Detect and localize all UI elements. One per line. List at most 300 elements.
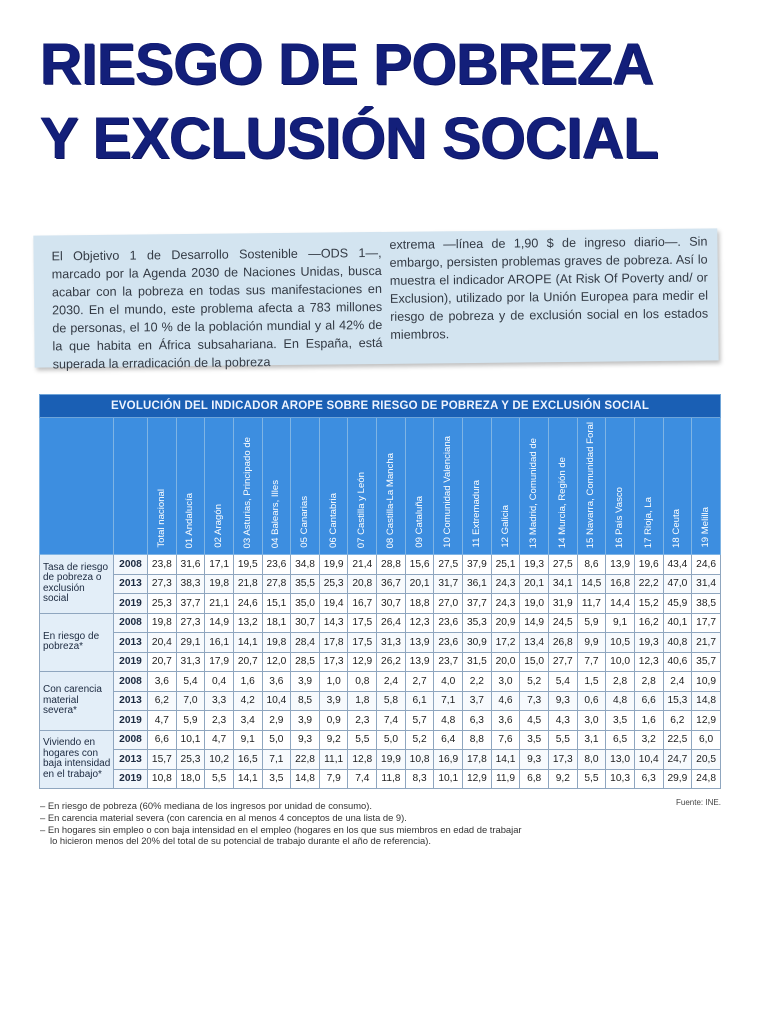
value-cell: 5,2 (405, 730, 434, 750)
value-cell: 24,3 (491, 594, 520, 614)
value-cell: 3,6 (262, 672, 291, 692)
value-cell: 2,4 (377, 672, 406, 692)
page-title (40, 28, 740, 176)
row-group-label: Con carencia material severa* (40, 672, 114, 731)
column-header (663, 418, 692, 555)
value-cell: 17,5 (348, 633, 377, 653)
value-cell: 1,0 (319, 672, 348, 692)
value-cell: 6,2 (148, 691, 177, 711)
value-cell: 7,0 (176, 691, 205, 711)
value-cell: 7,6 (491, 730, 520, 750)
value-cell: 26,4 (377, 613, 406, 633)
value-cell: 35,0 (291, 594, 320, 614)
value-cell: 0,4 (205, 672, 234, 692)
value-cell: 31,3 (377, 633, 406, 653)
value-cell: 17,1 (205, 555, 234, 575)
value-cell: 9,9 (577, 633, 606, 653)
column-header-label: 01 Andalucía (184, 492, 196, 548)
value-cell: 7,3 (520, 691, 549, 711)
value-cell: 27,5 (434, 555, 463, 575)
value-cell: 12,0 (262, 652, 291, 672)
value-cell: 14,8 (291, 769, 320, 789)
value-cell: 2,8 (634, 672, 663, 692)
value-cell: 14,1 (233, 769, 262, 789)
value-cell: 0,6 (577, 691, 606, 711)
value-cell: 27,0 (434, 594, 463, 614)
value-cell: 16,1 (205, 633, 234, 653)
value-cell: 24,6 (692, 555, 721, 575)
value-cell: 27,7 (548, 652, 577, 672)
column-header-label: 07 Castilla y León (356, 471, 368, 548)
year-cell: 2013 (114, 691, 148, 711)
value-cell: 7,1 (262, 750, 291, 770)
value-cell: 31,7 (434, 574, 463, 594)
table-row (40, 711, 721, 731)
table-row (40, 730, 721, 750)
value-cell: 27,3 (176, 613, 205, 633)
value-cell: 24,8 (692, 769, 721, 789)
value-cell: 10,0 (606, 652, 635, 672)
value-cell: 10,3 (606, 769, 635, 789)
value-cell: 16,2 (634, 613, 663, 633)
table-row (40, 594, 721, 614)
value-cell: 25,3 (319, 574, 348, 594)
value-cell: 2,3 (348, 711, 377, 731)
value-cell: 8,8 (463, 730, 492, 750)
value-cell: 2,8 (606, 672, 635, 692)
value-cell: 8,5 (291, 691, 320, 711)
column-header-label: 12 Galicia (499, 505, 511, 548)
title-line-2: Y EXCLUSIÓN SOCIAL (40, 106, 659, 171)
value-cell: 7,4 (377, 711, 406, 731)
value-cell: 16,9 (434, 750, 463, 770)
value-cell: 13,2 (233, 613, 262, 633)
value-cell: 17,8 (463, 750, 492, 770)
value-cell: 3,7 (463, 691, 492, 711)
value-cell: 27,5 (548, 555, 577, 575)
column-header-label: 03 Asturias, Principado de (241, 436, 253, 548)
column-header (634, 418, 663, 555)
value-cell: 31,4 (692, 574, 721, 594)
column-header (262, 418, 291, 555)
value-cell: 27,3 (148, 574, 177, 594)
value-cell: 31,5 (463, 652, 492, 672)
value-cell: 17,9 (205, 652, 234, 672)
value-cell: 35,5 (291, 574, 320, 594)
value-cell: 11,9 (491, 769, 520, 789)
value-cell: 10,8 (148, 769, 177, 789)
value-cell: 9,3 (548, 691, 577, 711)
value-cell: 10,9 (692, 672, 721, 692)
value-cell: 17,2 (491, 633, 520, 653)
value-cell: 23,8 (148, 555, 177, 575)
value-cell: 15,7 (148, 750, 177, 770)
intro-text-right: extrema —línea de 1,90 $ de ingreso diario—. Sin embargo, persisten problemas graves de pobreza. Así lo muestra el indicador AROPE (At Risk Of Poverty and/ or Exclusion), utilizado por la Unión Europea para medir el riesgo de pobreza y de exclusión social en los estados miembros. (389, 234, 709, 342)
column-header (606, 418, 635, 555)
value-cell: 6,5 (606, 730, 635, 750)
footnote: – En hogares sin empleo o con baja intensidad en el empleo (hogares en los que sus miembros en edad de trabajar (40, 823, 522, 835)
value-cell: 40,6 (663, 652, 692, 672)
column-header (291, 418, 320, 555)
value-cell: 4,6 (491, 691, 520, 711)
column-header (348, 418, 377, 555)
value-cell: 3,0 (577, 711, 606, 731)
value-cell: 17,3 (319, 652, 348, 672)
value-cell: 6,3 (634, 769, 663, 789)
footnote: – En carencia material severa (con carencia en al menos 4 conceptos de una lista de 9). (40, 811, 407, 823)
value-cell: 19,8 (262, 633, 291, 653)
value-cell: 5,0 (262, 730, 291, 750)
intro-text-left: El Objetivo 1 de Desarrollo Sostenible —ODS 1—, marcado por la Agenda 2030 de Naciones Unidas, busca acabar con la pobreza en todas sus manifestaciones en 2030. En el mundo, este problema afecta a 783 millones de personas, el 10 % de la población mundial y al 42% de la que habita en África subsahariana. En España, está superada la erradicación de la pobreza (51, 245, 383, 372)
year-cell: 2008 (114, 613, 148, 633)
value-cell: 18,8 (405, 594, 434, 614)
column-header (463, 418, 492, 555)
table-row (40, 769, 721, 789)
value-cell: 5,9 (176, 711, 205, 731)
year-cell: 2019 (114, 711, 148, 731)
table-body (40, 555, 721, 789)
value-cell: 4,8 (606, 691, 635, 711)
value-cell: 24,3 (491, 574, 520, 594)
column-header (148, 418, 177, 555)
value-cell: 14,5 (577, 574, 606, 594)
value-cell: 43,4 (663, 555, 692, 575)
column-header (377, 418, 406, 555)
value-cell: 3,2 (634, 730, 663, 750)
value-cell: 31,6 (176, 555, 205, 575)
value-cell: 12,9 (463, 769, 492, 789)
value-cell: 5,5 (205, 769, 234, 789)
column-header (491, 418, 520, 555)
value-cell: 6,1 (405, 691, 434, 711)
value-cell: 29,9 (663, 769, 692, 789)
column-header-label: Total nacional (155, 489, 167, 548)
column-header-label: 11 Extremadura (470, 480, 482, 548)
column-header (319, 418, 348, 555)
value-cell: 5,5 (577, 769, 606, 789)
value-cell: 7,7 (577, 652, 606, 672)
value-cell: 7,9 (319, 769, 348, 789)
value-cell: 25,1 (491, 555, 520, 575)
column-header-row (40, 418, 721, 555)
column-header-label: 10 Comunidad Valenciana (442, 436, 454, 548)
value-cell: 10,5 (606, 633, 635, 653)
value-cell: 6,0 (692, 730, 721, 750)
value-cell: 4,8 (434, 711, 463, 731)
value-cell: 2,3 (205, 711, 234, 731)
value-cell: 22,5 (663, 730, 692, 750)
value-cell: 11,8 (377, 769, 406, 789)
value-cell: 26,2 (377, 652, 406, 672)
value-cell: 3,5 (262, 769, 291, 789)
value-cell: 45,9 (663, 594, 692, 614)
value-cell: 1,8 (348, 691, 377, 711)
arope-table-container (39, 394, 721, 789)
column-header (520, 418, 549, 555)
value-cell: 5,7 (405, 711, 434, 731)
value-cell: 31,9 (548, 594, 577, 614)
intro-box (33, 228, 718, 372)
value-cell: 30,7 (377, 594, 406, 614)
value-cell: 9,2 (319, 730, 348, 750)
value-cell: 23,6 (434, 613, 463, 633)
value-cell: 19,6 (634, 555, 663, 575)
value-cell: 20,1 (405, 574, 434, 594)
value-cell: 4,3 (548, 711, 577, 731)
value-cell: 10,8 (405, 750, 434, 770)
value-cell: 21,8 (233, 574, 262, 594)
value-cell: 6,8 (520, 769, 549, 789)
value-cell: 37,9 (463, 555, 492, 575)
value-cell: 19,3 (520, 555, 549, 575)
value-cell: 2,9 (262, 711, 291, 731)
value-cell: 3,9 (319, 691, 348, 711)
footnote: lo hicieron menos del 20% del total de su potencial de trabajo durante el año de referencia). (50, 835, 431, 847)
column-header (692, 418, 721, 555)
column-header-label: 16 País Vasco (614, 486, 626, 548)
value-cell: 1,6 (233, 672, 262, 692)
value-cell: 20,4 (148, 633, 177, 653)
column-header-label: 05 Canarias (299, 496, 311, 548)
value-cell: 25,3 (148, 594, 177, 614)
year-cell: 2008 (114, 555, 148, 575)
value-cell: 40,1 (663, 613, 692, 633)
value-cell: 37,7 (176, 594, 205, 614)
value-cell: 16,7 (348, 594, 377, 614)
value-cell: 24,7 (663, 750, 692, 770)
value-cell: 9,1 (606, 613, 635, 633)
value-cell: 9,1 (233, 730, 262, 750)
value-cell: 21,7 (692, 633, 721, 653)
row-group-label: Viviendo en hogares con baja intensidad en el trabajo* (40, 730, 114, 789)
value-cell: 3,0 (491, 672, 520, 692)
value-cell: 5,2 (520, 672, 549, 692)
value-cell: 5,5 (348, 730, 377, 750)
value-cell: 18,1 (262, 613, 291, 633)
header-year-cell (114, 418, 148, 555)
value-cell: 19,5 (233, 555, 262, 575)
year-cell: 2013 (114, 633, 148, 653)
value-cell: 5,4 (176, 672, 205, 692)
value-cell: 19,0 (520, 594, 549, 614)
value-cell: 6,6 (148, 730, 177, 750)
value-cell: 0,8 (348, 672, 377, 692)
column-header (405, 418, 434, 555)
value-cell: 19,9 (377, 750, 406, 770)
value-cell: 3,1 (577, 730, 606, 750)
value-cell: 13,9 (405, 633, 434, 653)
value-cell: 21,1 (205, 594, 234, 614)
value-cell: 28,4 (291, 633, 320, 653)
value-cell: 10,2 (205, 750, 234, 770)
value-cell: 36,1 (463, 574, 492, 594)
value-cell: 5,9 (577, 613, 606, 633)
value-cell: 29,1 (176, 633, 205, 653)
value-cell: 3,6 (148, 672, 177, 692)
column-header (548, 418, 577, 555)
value-cell: 4,0 (434, 672, 463, 692)
value-cell: 19,8 (148, 613, 177, 633)
value-cell: 20,5 (692, 750, 721, 770)
value-cell: 6,4 (434, 730, 463, 750)
column-header (233, 418, 262, 555)
column-header-label: 19 Melilla (700, 507, 712, 548)
column-header-label: 06 Cantabria (327, 493, 339, 548)
value-cell: 23,6 (262, 555, 291, 575)
value-cell: 10,1 (176, 730, 205, 750)
value-cell: 5,5 (548, 730, 577, 750)
year-cell: 2019 (114, 594, 148, 614)
value-cell: 2,2 (463, 672, 492, 692)
table-row (40, 750, 721, 770)
value-cell: 35,7 (692, 652, 721, 672)
column-header-label: 02 Aragón (213, 504, 225, 548)
value-cell: 37,7 (463, 594, 492, 614)
column-header (577, 418, 606, 555)
value-cell: 14,8 (692, 691, 721, 711)
value-cell: 0,9 (319, 711, 348, 731)
header-blank-cell (40, 418, 114, 555)
value-cell: 20,8 (348, 574, 377, 594)
table-row (40, 574, 721, 594)
value-cell: 47,0 (663, 574, 692, 594)
value-cell: 15,1 (262, 594, 291, 614)
value-cell: 4,2 (233, 691, 262, 711)
value-cell: 3,4 (233, 711, 262, 731)
table-row (40, 652, 721, 672)
value-cell: 15,3 (663, 691, 692, 711)
value-cell: 16,8 (606, 574, 635, 594)
value-cell: 14,3 (319, 613, 348, 633)
value-cell: 10,1 (434, 769, 463, 789)
value-cell: 34,8 (291, 555, 320, 575)
column-header-label: 14 Murcia, Región de (556, 456, 568, 548)
value-cell: 10,4 (262, 691, 291, 711)
column-header-label: 09 Cataluña (413, 496, 425, 548)
value-cell: 8,3 (405, 769, 434, 789)
value-cell: 3,9 (291, 672, 320, 692)
value-cell: 14,9 (205, 613, 234, 633)
value-cell: 11,7 (577, 594, 606, 614)
value-cell: 2,4 (663, 672, 692, 692)
value-cell: 12,3 (634, 652, 663, 672)
value-cell: 7,1 (434, 691, 463, 711)
column-header-label: 18 Ceuta (671, 509, 683, 548)
value-cell: 14,1 (233, 633, 262, 653)
year-cell: 2013 (114, 750, 148, 770)
column-header-label: 17 Rioja, La (642, 496, 654, 548)
value-cell: 12,9 (692, 711, 721, 731)
value-cell: 12,9 (348, 652, 377, 672)
column-header-label: 04 Balears, Illes (270, 479, 282, 548)
value-cell: 26,8 (548, 633, 577, 653)
row-group-label: Tasa de riesgo de pobreza o exclusión social (40, 555, 114, 614)
value-cell: 17,7 (692, 613, 721, 633)
value-cell: 15,2 (634, 594, 663, 614)
year-cell: 2019 (114, 652, 148, 672)
value-cell: 6,2 (663, 711, 692, 731)
value-cell: 4,7 (205, 730, 234, 750)
value-cell: 5,8 (377, 691, 406, 711)
year-cell: 2008 (114, 672, 148, 692)
value-cell: 20,1 (520, 574, 549, 594)
value-cell: 14,9 (520, 613, 549, 633)
arope-table (39, 394, 721, 789)
value-cell: 28,5 (291, 652, 320, 672)
value-cell: 10,4 (634, 750, 663, 770)
value-cell: 13,0 (606, 750, 635, 770)
value-cell: 12,8 (348, 750, 377, 770)
column-header (205, 418, 234, 555)
value-cell: 20,9 (491, 613, 520, 633)
value-cell: 9,2 (548, 769, 577, 789)
footnotes (40, 800, 730, 847)
value-cell: 3,5 (520, 730, 549, 750)
value-cell: 3,3 (205, 691, 234, 711)
value-cell: 20,7 (148, 652, 177, 672)
value-cell: 14,1 (491, 750, 520, 770)
value-cell: 8,6 (577, 555, 606, 575)
value-cell: 4,5 (520, 711, 549, 731)
value-cell: 5,0 (377, 730, 406, 750)
value-cell: 19,4 (319, 594, 348, 614)
value-cell: 19,9 (319, 555, 348, 575)
column-header-label: 13 Madrid, Comunidad de (528, 437, 540, 548)
value-cell: 6,6 (634, 691, 663, 711)
value-cell: 7,4 (348, 769, 377, 789)
year-cell: 2008 (114, 730, 148, 750)
value-cell: 5,4 (548, 672, 577, 692)
value-cell: 38,5 (692, 594, 721, 614)
value-cell: 6,3 (463, 711, 492, 731)
value-cell: 4,7 (148, 711, 177, 731)
value-cell: 13,9 (405, 652, 434, 672)
value-cell: 38,3 (176, 574, 205, 594)
column-header (434, 418, 463, 555)
table-row (40, 672, 721, 692)
value-cell: 13,9 (606, 555, 635, 575)
value-cell: 24,5 (548, 613, 577, 633)
value-cell: 30,7 (291, 613, 320, 633)
value-cell: 14,4 (606, 594, 635, 614)
year-cell: 2013 (114, 574, 148, 594)
value-cell: 19,3 (634, 633, 663, 653)
value-cell: 22,8 (291, 750, 320, 770)
column-header-label: 15 Navarra, Comunidad Foral (585, 421, 597, 548)
value-cell: 24,6 (233, 594, 262, 614)
value-cell: 13,4 (520, 633, 549, 653)
value-cell: 15,0 (520, 652, 549, 672)
value-cell: 17,8 (319, 633, 348, 653)
value-cell: 16,5 (233, 750, 262, 770)
column-header (176, 418, 205, 555)
value-cell: 30,9 (463, 633, 492, 653)
value-cell: 15,6 (405, 555, 434, 575)
value-cell: 9,3 (520, 750, 549, 770)
value-cell: 20,0 (491, 652, 520, 672)
value-cell: 27,8 (262, 574, 291, 594)
footnote: – En riesgo de pobreza (60% mediana de los ingresos por unidad de consumo). (40, 800, 372, 811)
table-row (40, 555, 721, 575)
value-cell: 11,1 (319, 750, 348, 770)
value-cell: 23,7 (434, 652, 463, 672)
value-cell: 2,7 (405, 672, 434, 692)
value-cell: 12,3 (405, 613, 434, 633)
value-cell: 19,8 (205, 574, 234, 594)
source-note: Fuente: INE. (676, 798, 721, 807)
value-cell: 1,5 (577, 672, 606, 692)
value-cell: 25,3 (176, 750, 205, 770)
